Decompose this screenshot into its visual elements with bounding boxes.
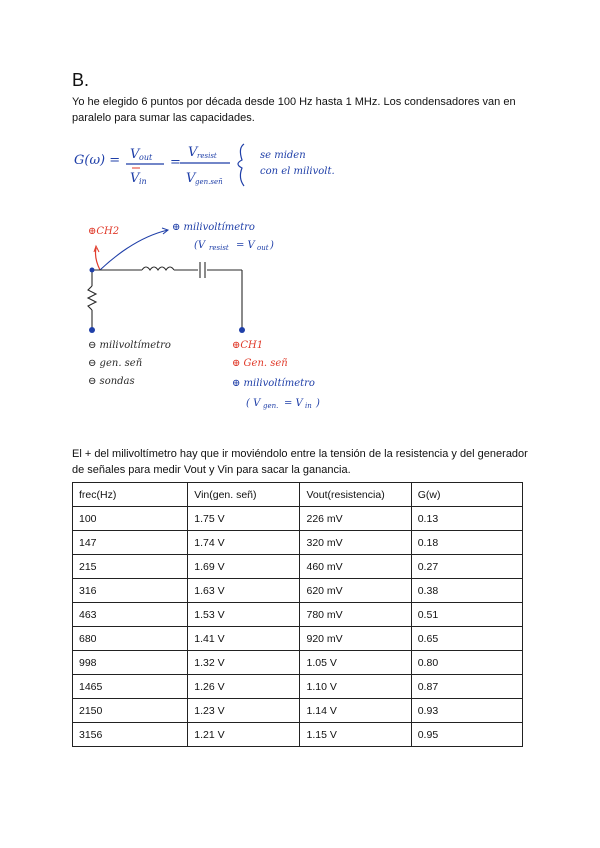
formula-den1: V — [130, 171, 140, 186]
formula-num1-sub: out — [139, 153, 153, 162]
table-cell: 1.32 V — [188, 651, 300, 675]
table-cell: 0.51 — [411, 603, 522, 627]
measurements-table — [72, 482, 523, 747]
table-cell: 1.41 V — [188, 627, 300, 651]
formula-num1: V — [130, 147, 140, 162]
table-cell: 620 mV — [300, 579, 411, 603]
table-cell: 780 mV — [300, 603, 411, 627]
table-row — [73, 579, 523, 603]
milivolt-plus-note-3: ) — [270, 240, 274, 251]
formula-num2-sub: resist — [197, 152, 217, 160]
table-cell: 0.80 — [411, 651, 522, 675]
table-cell: 460 mV — [300, 555, 411, 579]
formula-num2: V — [188, 145, 198, 160]
table-cell: 0.93 — [411, 699, 522, 723]
milivolt-plus-note-2: = V — [236, 240, 255, 251]
right-note-3: ) — [316, 398, 320, 409]
table-cell: 0.18 — [411, 531, 522, 555]
right-note-sub: gen. — [263, 402, 279, 410]
table-cell: 1.74 V — [188, 531, 300, 555]
header-vin: Vin(gen. señ) — [188, 483, 300, 507]
table-cell: 2150 — [73, 699, 188, 723]
intro-paragraph: Yo he elegido 6 puntos por década desde 100 Hz hasta 1 MHz. Los condensadores van en paralelo para sumar las capacidades. — [72, 96, 516, 124]
table-cell: 3156 — [73, 723, 188, 747]
header-gain: G(w) — [411, 483, 522, 507]
handwritten-notes-image — [64, 138, 354, 420]
header-frec: frec(Hz) — [73, 483, 188, 507]
table-cell: 0.13 — [411, 507, 522, 531]
table-cell: 0.87 — [411, 675, 522, 699]
table-cell: 100 — [73, 507, 188, 531]
table-cell: 0.27 — [411, 555, 522, 579]
table-cell: 1.63 V — [188, 579, 300, 603]
instructions-paragraph: El + del milivoltímetro hay que ir moviéndolo entre la tensión de la resistencia y del generador de señales para medir Vout y Vin para sacar la ganancia. — [72, 448, 528, 476]
left-list-item-3: ⊖ sondas — [88, 376, 135, 387]
table-cell: 1.75 V — [188, 507, 300, 531]
milivolt-plus-note-sub-2: out — [257, 244, 269, 252]
table-cell: 1.69 V — [188, 555, 300, 579]
table-cell: 680 — [73, 627, 188, 651]
right-note-2: = V — [284, 398, 303, 409]
table-row — [73, 723, 523, 747]
table-row — [73, 627, 523, 651]
table-cell: 215 — [73, 555, 188, 579]
table-cell: 1.10 V — [300, 675, 411, 699]
right-note-sub-2: in — [305, 402, 312, 410]
table-cell: 0.38 — [411, 579, 522, 603]
milivolt-plus-note: (V — [194, 240, 206, 251]
right-list-item-2: ⊕ Gen. señ — [232, 358, 288, 369]
table-row — [73, 531, 523, 555]
milivolt-plus-label: ⊕ milivoltímetro — [172, 222, 255, 233]
table-header-row — [73, 483, 523, 507]
table-cell: 1.15 V — [300, 723, 411, 747]
table-cell: 1.05 V — [300, 651, 411, 675]
right-list-item-3: ⊕ milivoltímetro — [232, 378, 315, 389]
formula-lhs: G(ω) = — [74, 153, 121, 168]
table-cell: 463 — [73, 603, 188, 627]
table-cell: 998 — [73, 651, 188, 675]
table-cell: 1465 — [73, 675, 188, 699]
table-cell: 0.95 — [411, 723, 522, 747]
right-note: ( V — [246, 398, 261, 409]
formula-note2: con el milivolt. — [260, 166, 335, 177]
table-row — [73, 603, 523, 627]
table-cell: 920 mV — [300, 627, 411, 651]
table-cell: 320 mV — [300, 531, 411, 555]
right-list-item-1: ⊕CH1 — [232, 340, 264, 351]
header-vout: Vout(resistencia) — [300, 483, 411, 507]
table-row — [73, 507, 523, 531]
milivolt-plus-note-sub: resist — [209, 244, 229, 252]
table-row — [73, 699, 523, 723]
table-cell: 1.26 V — [188, 675, 300, 699]
table-cell: 0.65 — [411, 627, 522, 651]
left-list-item-2: ⊖ gen. señ — [88, 358, 143, 369]
table-cell: 1.53 V — [188, 603, 300, 627]
left-list-item-1: ⊖ milivoltímetro — [88, 340, 171, 351]
table-row — [73, 675, 523, 699]
table-cell: 1.23 V — [188, 699, 300, 723]
formula-den1-sub: in — [139, 177, 147, 186]
formula-den2-sub: gen.señ — [195, 178, 223, 186]
ch2-label: ⊕CH2 — [88, 226, 120, 237]
table-row — [73, 651, 523, 675]
table-cell: 316 — [73, 579, 188, 603]
formula-eq: = — [170, 155, 181, 170]
table-row — [73, 555, 523, 579]
section-heading: B. — [72, 70, 90, 90]
table-cell: 147 — [73, 531, 188, 555]
table-cell: 226 mV — [300, 507, 411, 531]
table-cell: 1.21 V — [188, 723, 300, 747]
formula-note1: se miden — [260, 150, 306, 161]
table-cell: 1.14 V — [300, 699, 411, 723]
formula-den2: V — [186, 171, 196, 186]
